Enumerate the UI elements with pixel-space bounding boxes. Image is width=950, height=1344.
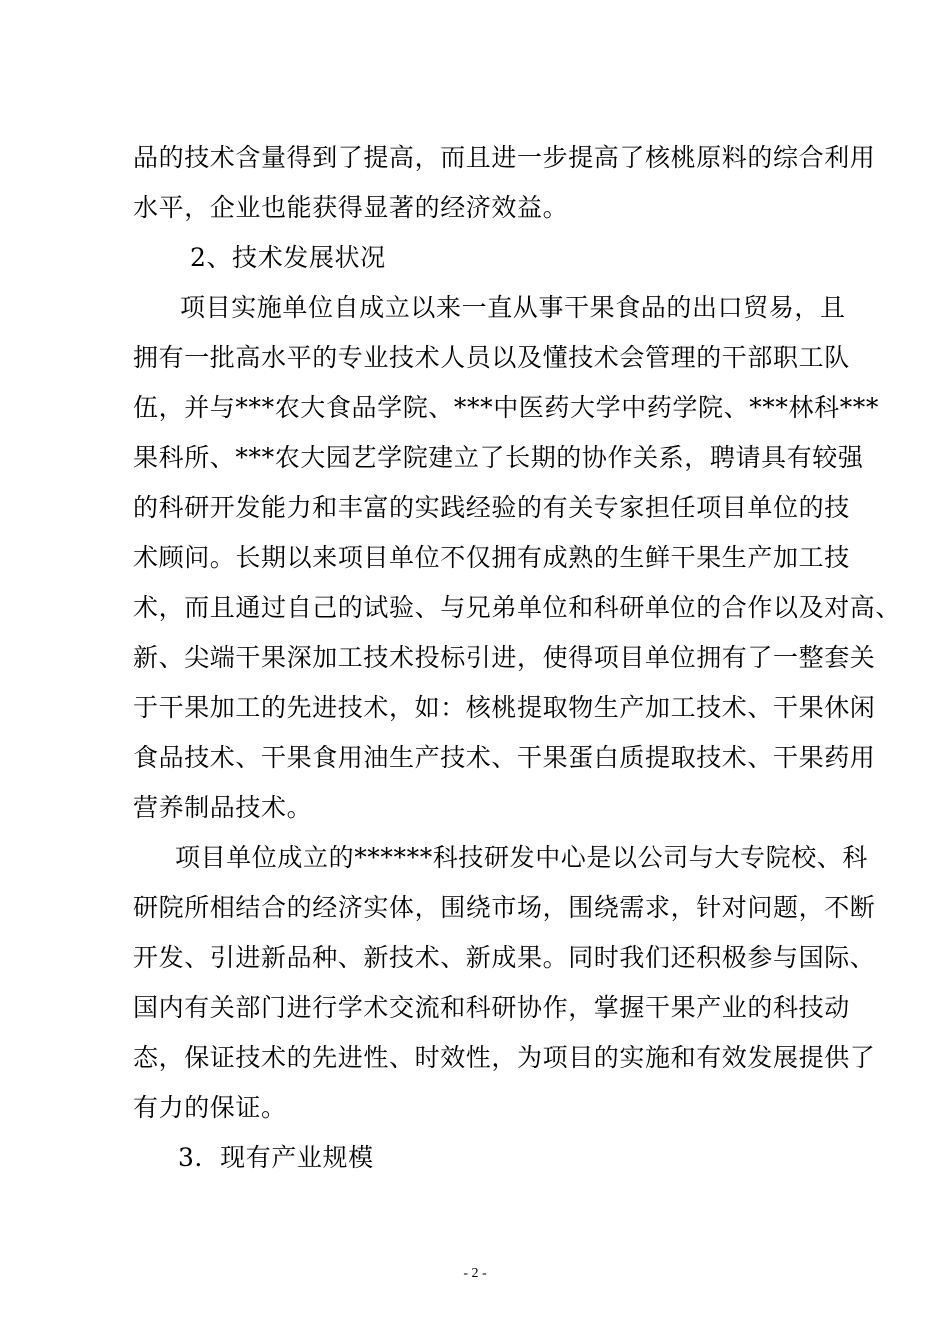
paragraph-line: 态，保证技术的先进性、时效性，为项目的实施和有效发展提供了 [133,1043,876,1072]
paragraph-line: 营养制品技术。 [133,793,313,822]
page-number: - 2 - [463,1266,487,1281]
paragraph-line: 项目单位成立的******科技研发中心是以公司与大专院校、科 [175,843,869,872]
paragraph-line: 于干果加工的先进技术，如：核桃提取物生产加工技术、干果休闲 [133,693,876,722]
paragraph-line: 水平，企业也能获得显著的经济效益。 [133,193,569,222]
paragraph-line: 项目实施单位自成立以来一直从事干果食品的出口贸易，且 [180,293,846,322]
paragraph-line: 果科所、***农大园艺学院建立了长期的协作关系，聘请具有较强 [133,443,864,472]
paragraph-line: 国内有关部门进行学术交流和科研协作，掌握干果产业的科技动 [133,993,850,1022]
paragraph-line: 有力的保证。 [133,1093,287,1122]
paragraph-line: 术顾问。长期以来项目单位不仅拥有成熟的生鲜干果生产加工技 [133,543,850,572]
paragraph-line: 新、尖端干果深加工技术投标引进，使得项目单位拥有了一整套关 [133,643,876,672]
paragraph-line: 拥有一批高水平的专业技术人员以及懂技术会管理的干部职工队 [133,343,850,372]
paragraph-line: 品的技术含量得到了提高，而且进一步提高了核桃原料的综合利用 [133,143,876,172]
paragraph-line: 的科研开发能力和丰富的实践经验的有关专家担任项目单位的技 [133,493,850,522]
paragraph-line: 研院所相结合的经济实体，围绕市场，围绕需求，针对问题，不断 [133,893,876,922]
section-heading: 2、技术发展状况 [190,243,386,272]
paragraph-line: 食品技术、干果食用油生产技术、干果蛋白质提取技术、干果药用 [133,743,876,772]
paragraph-line: 伍，并与***农大食品学院、***中医药大学中药学院、***林科*** [133,393,880,422]
section-heading: 3．现有产业规模 [178,1143,374,1172]
paragraph-line: 开发、引进新品种、新技术、新成果。同时我们还积极参与国际、 [133,943,876,972]
paragraph-line: 术，而且通过自己的试验、与兄弟单位和科研单位的合作以及对高、 [133,593,902,622]
